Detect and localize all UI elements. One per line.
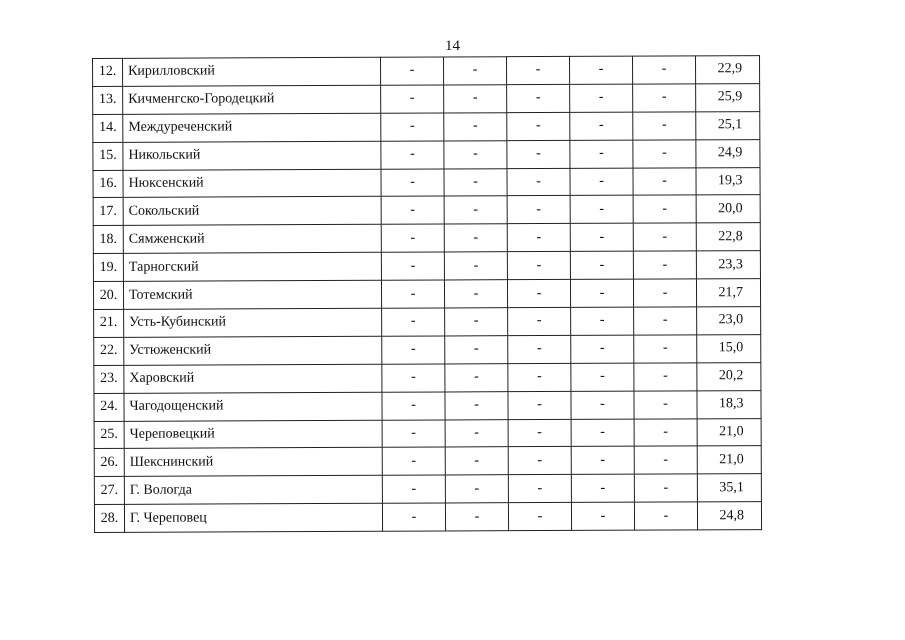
value-cell: 23,3	[696, 251, 760, 279]
cell-col-3: -	[508, 335, 571, 363]
value-cell: 19,3	[696, 167, 760, 195]
value-cell: 20,0	[696, 195, 760, 223]
district-name: Устюженский	[124, 336, 382, 365]
cell-col-1: -	[382, 392, 445, 420]
row-number: 26.	[94, 449, 124, 477]
cell-col-2: -	[445, 308, 508, 336]
cell-col-2: -	[444, 280, 507, 308]
cell-col-1: -	[382, 475, 445, 503]
row-number: 20.	[93, 281, 123, 309]
value-cell: 21,0	[697, 446, 761, 474]
district-name: Тарногский	[123, 252, 381, 281]
cell-col-5: -	[634, 418, 697, 446]
cell-col-1: -	[382, 336, 445, 364]
table-row	[93, 56, 760, 87]
cell-col-5: -	[634, 391, 697, 419]
row-number: 12.	[93, 58, 123, 86]
cell-col-5: -	[633, 279, 696, 307]
cell-col-1: -	[381, 196, 444, 224]
row-number: 25.	[94, 421, 124, 449]
district-name: Харовский	[124, 364, 382, 393]
cell-col-1: -	[381, 280, 444, 308]
cell-col-5: -	[633, 251, 696, 279]
cell-col-4: -	[569, 56, 632, 84]
value-cell: 18,3	[697, 390, 761, 418]
cell-col-3: -	[506, 56, 569, 84]
row-number: 16.	[93, 170, 123, 198]
cell-col-4: -	[570, 196, 633, 224]
cell-col-4: -	[570, 223, 633, 251]
cell-col-5: -	[634, 363, 697, 391]
cell-col-1: -	[382, 420, 445, 448]
cell-col-2: -	[444, 168, 507, 196]
cell-col-5: -	[633, 223, 696, 251]
value-cell: 24,9	[696, 139, 760, 167]
cell-col-3: -	[507, 140, 570, 168]
value-cell: 20,2	[697, 362, 761, 390]
row-number: 27.	[94, 477, 124, 505]
cell-col-3: -	[507, 112, 570, 140]
table-row	[94, 446, 761, 477]
cell-col-2: -	[445, 363, 508, 391]
cell-col-5: -	[633, 140, 696, 168]
cell-col-1: -	[382, 447, 445, 475]
district-name: Нюксенский	[123, 169, 381, 198]
cell-col-4: -	[570, 251, 633, 279]
table-row	[94, 502, 761, 533]
district-name: Никольский	[123, 141, 381, 170]
row-number: 17.	[93, 198, 123, 226]
district-name: Череповецкий	[124, 420, 382, 449]
page-number: 14	[445, 38, 460, 54]
cell-col-1: -	[381, 113, 444, 141]
row-number: 15.	[93, 142, 123, 170]
cell-col-4: -	[570, 84, 633, 112]
table-row	[93, 167, 760, 198]
cell-col-4: -	[570, 112, 633, 140]
cell-col-2: -	[444, 252, 507, 280]
cell-col-4: -	[571, 447, 634, 475]
row-number: 22.	[94, 337, 124, 365]
cell-col-5: -	[632, 56, 695, 84]
value-cell: 25,9	[696, 83, 760, 111]
cell-col-2: -	[445, 391, 508, 419]
district-name: Г. Череповец	[124, 503, 382, 532]
cell-col-2: -	[444, 112, 507, 140]
cell-col-4: -	[571, 307, 634, 335]
district-name: Сямженский	[123, 225, 381, 254]
table-row	[94, 334, 761, 365]
cell-col-3: -	[508, 307, 571, 335]
district-name: Г. Вологда	[124, 476, 382, 505]
table-row	[94, 418, 761, 449]
cell-col-2: -	[443, 57, 506, 85]
cell-col-3: -	[508, 475, 571, 503]
cell-col-3: -	[507, 196, 570, 224]
cell-col-5: -	[633, 84, 696, 112]
value-cell: 21,7	[696, 279, 760, 307]
cell-col-1: -	[381, 169, 444, 197]
district-name: Шекснинский	[124, 448, 382, 477]
cell-col-4: -	[571, 502, 634, 530]
cell-col-2: -	[444, 140, 507, 168]
cell-col-4: -	[570, 279, 633, 307]
cell-col-3: -	[507, 224, 570, 252]
table-row	[94, 307, 761, 338]
cell-col-4: -	[571, 474, 634, 502]
cell-col-1: -	[381, 252, 444, 280]
cell-col-1: -	[381, 141, 444, 169]
district-name: Тотемский	[123, 280, 381, 309]
table-row	[93, 223, 760, 254]
cell-col-2: -	[445, 419, 508, 447]
cell-col-3: -	[508, 391, 571, 419]
cell-col-4: -	[571, 419, 634, 447]
cell-col-1: -	[380, 57, 443, 85]
district-name: Кирилловский	[123, 57, 381, 86]
row-number: 28.	[94, 505, 124, 533]
district-name: Кичменгско-Городецкий	[123, 85, 381, 114]
data-table	[92, 55, 762, 533]
cell-col-5: -	[634, 307, 697, 335]
table-row	[94, 362, 761, 393]
cell-col-3: -	[507, 84, 570, 112]
table-row	[93, 139, 760, 170]
value-cell: 21,0	[697, 418, 761, 446]
value-cell: 15,0	[697, 334, 761, 362]
cell-col-5: -	[633, 112, 696, 140]
row-number: 24.	[94, 393, 124, 421]
cell-col-4: -	[571, 335, 634, 363]
cell-col-4: -	[570, 168, 633, 196]
row-number: 21.	[94, 309, 124, 337]
cell-col-5: -	[634, 446, 697, 474]
cell-col-1: -	[381, 85, 444, 113]
table-row	[94, 474, 761, 505]
table-row	[93, 279, 760, 310]
district-name: Усть-Кубинский	[124, 308, 382, 337]
table-row	[94, 390, 761, 421]
row-number: 19.	[93, 254, 123, 282]
cell-col-1: -	[382, 364, 445, 392]
cell-col-3: -	[507, 168, 570, 196]
cell-col-2: -	[445, 475, 508, 503]
cell-col-1: -	[382, 503, 445, 531]
table-row	[93, 111, 760, 142]
cell-col-3: -	[507, 280, 570, 308]
cell-col-1: -	[381, 224, 444, 252]
cell-col-2: -	[445, 336, 508, 364]
cell-col-4: -	[571, 391, 634, 419]
value-cell: 23,0	[697, 307, 761, 335]
cell-col-2: -	[444, 85, 507, 113]
value-cell: 25,1	[696, 111, 760, 139]
value-cell: 24,8	[697, 502, 761, 530]
cell-col-3: -	[508, 363, 571, 391]
row-number: 14.	[93, 114, 123, 142]
cell-col-2: -	[445, 447, 508, 475]
cell-col-3: -	[508, 419, 571, 447]
row-number: 13.	[93, 86, 123, 114]
cell-col-5: -	[634, 474, 697, 502]
value-cell: 22,9	[695, 56, 759, 84]
cell-col-1: -	[382, 308, 445, 336]
cell-col-3: -	[507, 252, 570, 280]
row-number: 23.	[94, 365, 124, 393]
cell-col-5: -	[633, 195, 696, 223]
cell-col-3: -	[508, 447, 571, 475]
table-row	[93, 195, 760, 226]
district-name: Междуреченский	[123, 113, 381, 142]
cell-col-4: -	[570, 140, 633, 168]
cell-col-3: -	[508, 503, 571, 531]
district-name: Сокольский	[123, 197, 381, 226]
cell-col-4: -	[571, 363, 634, 391]
table-body	[93, 56, 762, 533]
district-name: Чагодощенский	[124, 392, 382, 421]
value-cell: 35,1	[697, 474, 761, 502]
cell-col-2: -	[444, 196, 507, 224]
table-row	[93, 251, 760, 282]
value-cell: 22,8	[696, 223, 760, 251]
cell-col-5: -	[634, 502, 697, 530]
cell-col-5: -	[634, 335, 697, 363]
row-number: 18.	[93, 226, 123, 254]
cell-col-5: -	[633, 167, 696, 195]
cell-col-2: -	[445, 503, 508, 531]
table-row	[93, 83, 760, 114]
cell-col-2: -	[444, 224, 507, 252]
